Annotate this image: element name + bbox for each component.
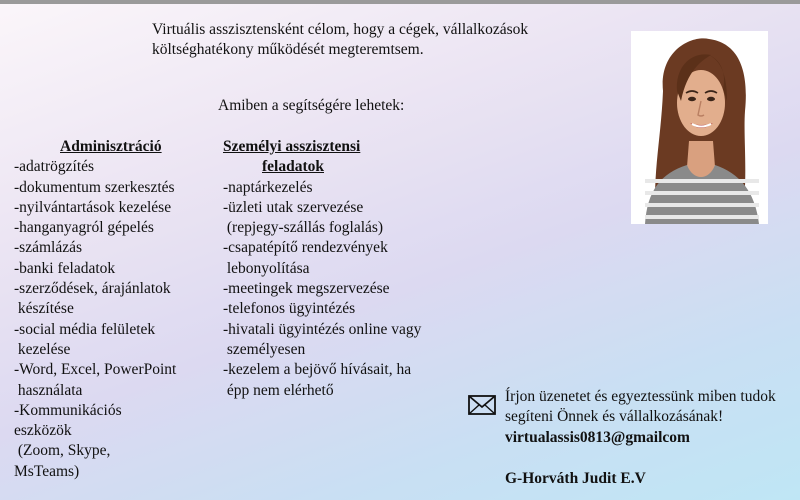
portrait-illustration — [631, 31, 768, 224]
list-item: -számlázás — [14, 239, 82, 257]
personal-assistant-title-line-2: feladatok — [262, 158, 324, 176]
top-border — [0, 0, 800, 4]
intro-line-1: Virtuális asszisztensként célom, hogy a cégek, vállalkozások — [152, 21, 529, 38]
list-item: személyesen — [223, 340, 306, 358]
personal-assistant-column — [223, 137, 463, 401]
envelope-icon — [468, 395, 496, 415]
list-item: eszközök — [14, 422, 72, 440]
intro-text — [152, 20, 592, 60]
administration-list — [14, 157, 214, 482]
list-item: -kezelem a bejövő hívásait, ha — [223, 361, 412, 379]
administration-column — [14, 137, 214, 482]
signature: G-Horváth Judit E.V — [505, 470, 646, 487]
list-item: készítése — [14, 300, 74, 318]
list-item: -dokumentum szerkesztés — [14, 178, 175, 196]
list-item: -nyilvántartások kezelése — [14, 198, 172, 216]
list-item: -adatrögzítés — [14, 158, 95, 176]
administration-title: Adminisztráció — [60, 138, 162, 155]
list-item: -naptárkezelés — [223, 178, 313, 196]
list-item: kezelése — [14, 340, 71, 358]
list-item: -csapatépítő rendezvények — [223, 239, 388, 257]
list-item: -meetingek megszervezése — [223, 280, 390, 298]
list-item: -hanganyagról gépelés — [14, 219, 154, 237]
list-item: -hivatali ügyintézés online vagy — [223, 320, 422, 338]
personal-assistant-list — [223, 178, 463, 401]
list-item: lebonyolítása — [223, 259, 310, 277]
list-item: -üzleti utak szervezése — [223, 198, 364, 216]
personal-assistant-title-line-1: Személyi asszisztensi — [223, 138, 361, 155]
list-item: -social média felületek — [14, 320, 156, 338]
list-item: -Kommunikációs — [14, 401, 122, 419]
list-item: (repjegy-szállás foglalás) — [223, 219, 384, 237]
personal-assistant-title — [223, 137, 463, 178]
list-item: épp nem elérhető — [223, 381, 334, 399]
list-item: használata — [14, 381, 83, 399]
contact-line-2: segíteni Önnek és vállalkozásának! — [505, 408, 724, 426]
contact-line-1: Írjon üzenetet és egyeztessünk miben tudok — [505, 388, 776, 405]
list-item: -szerződések, árajánlatok — [14, 280, 171, 298]
intro-line-2: költséghatékony működését megteremtsem. — [152, 41, 424, 58]
list-item: -banki feladatok — [14, 259, 116, 277]
list-item: (Zoom, Skype, — [14, 442, 111, 460]
email-address[interactable]: virtualassis0813@gmailcom — [505, 428, 690, 446]
list-item: MsTeams) — [14, 462, 80, 480]
services-lead: Amiben a segítségére lehetek: — [218, 97, 405, 114]
contact-text — [505, 387, 800, 448]
profile-photo — [631, 31, 768, 224]
list-item: -Word, Excel, PowerPoint — [14, 361, 177, 379]
list-item: -telefonos ügyintézés — [223, 300, 356, 318]
